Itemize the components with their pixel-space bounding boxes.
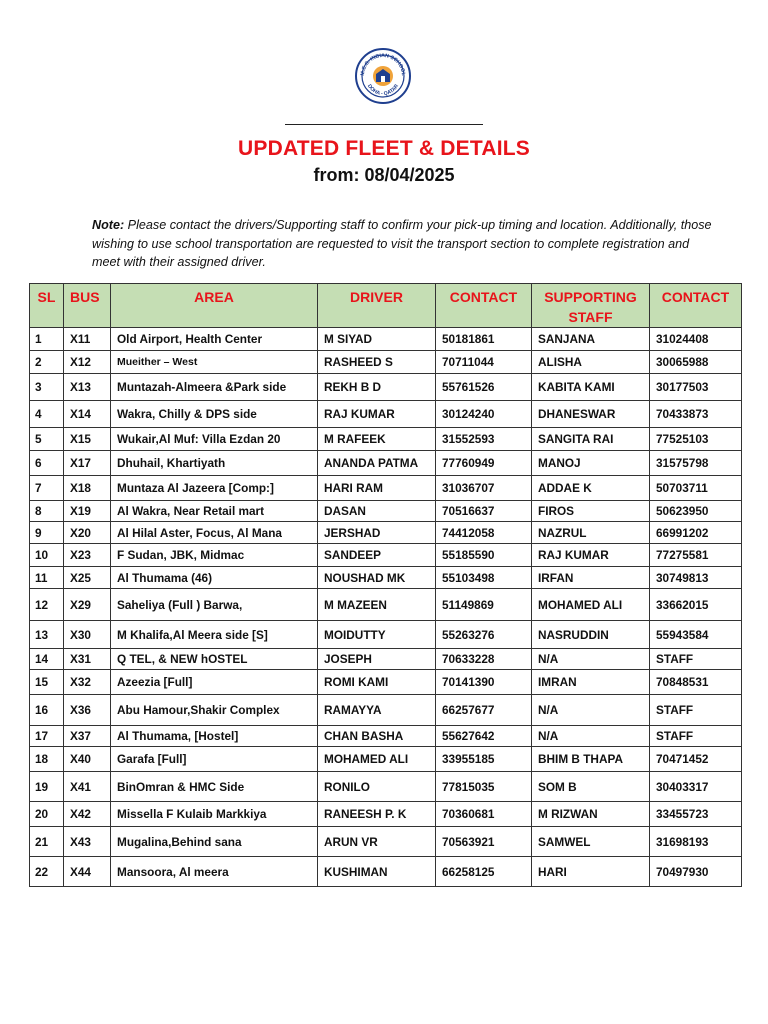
cell-sl: 21 (30, 827, 64, 857)
header-sl: SL (30, 284, 64, 328)
cell-driver: ANANDA PATMA (318, 451, 436, 476)
cell-sl: 12 (30, 589, 64, 621)
cell-area: Dhuhail, Khartiyath (111, 451, 318, 476)
cell-area: F Sudan, JBK, Midmac (111, 544, 318, 567)
header-staff-contact: CONTACT (650, 284, 742, 328)
header-supporting-staff: SUPPORTING STAFF (532, 284, 650, 328)
cell-area: Azeezia [Full] (111, 670, 318, 695)
cell-driver-contact: 66258125 (436, 857, 532, 887)
cell-sl: 6 (30, 451, 64, 476)
table-row (30, 522, 742, 544)
cell-supporting-staff: ALISHA (532, 351, 650, 374)
cell-area: Al Wakra, Near Retail mart (111, 501, 318, 522)
cell-driver-contact: 55185590 (436, 544, 532, 567)
cell-staff-contact: 70497930 (650, 857, 742, 887)
cell-sl: 7 (30, 476, 64, 501)
header-bus: BUS (64, 284, 111, 328)
cell-supporting-staff: RAJ KUMAR (532, 544, 650, 567)
table-row (30, 374, 742, 401)
cell-staff-contact: 30065988 (650, 351, 742, 374)
cell-driver: RAJ KUMAR (318, 401, 436, 428)
cell-supporting-staff: IRFAN (532, 567, 650, 589)
cell-driver-contact: 33955185 (436, 747, 532, 772)
cell-bus: X41 (64, 772, 111, 802)
cell-bus: X19 (64, 501, 111, 522)
cell-area: Abu Hamour,Shakir Complex (111, 695, 318, 726)
cell-sl: 13 (30, 621, 64, 649)
cell-supporting-staff: BHIM B THAPA (532, 747, 650, 772)
cell-driver-contact: 74412058 (436, 522, 532, 544)
note-paragraph (92, 216, 712, 272)
table-row (30, 428, 742, 451)
cell-bus: X43 (64, 827, 111, 857)
cell-sl: 19 (30, 772, 64, 802)
cell-driver-contact: 70711044 (436, 351, 532, 374)
cell-staff-contact: STAFF (650, 649, 742, 670)
table-row (30, 401, 742, 428)
cell-supporting-staff: DHANESWAR (532, 401, 650, 428)
cell-driver: M SIYAD (318, 328, 436, 351)
cell-driver-contact: 50181861 (436, 328, 532, 351)
cell-driver: M RAFEEK (318, 428, 436, 451)
cell-sl: 2 (30, 351, 64, 374)
cell-driver: M MAZEEN (318, 589, 436, 621)
table-row (30, 857, 742, 887)
cell-driver-contact: 30124240 (436, 401, 532, 428)
cell-driver-contact: 77760949 (436, 451, 532, 476)
cell-driver: ARUN VR (318, 827, 436, 857)
cell-area: Al Thumama, [Hostel] (111, 726, 318, 747)
cell-area: Saheliya (Full ) Barwa, (111, 589, 318, 621)
cell-area: Q TEL, & NEW hOSTEL (111, 649, 318, 670)
table-row (30, 827, 742, 857)
table-row (30, 476, 742, 501)
cell-driver-contact: 55627642 (436, 726, 532, 747)
cell-area: Mugalina,Behind sana (111, 827, 318, 857)
cell-area: Muntaza Al Jazeera [Comp:] (111, 476, 318, 501)
cell-supporting-staff: N/A (532, 649, 650, 670)
svg-text:M.E.S. INDIAN SCHOOL: M.E.S. INDIAN SCHOOL (359, 52, 407, 77)
table-header-row (30, 284, 742, 328)
cell-bus: X30 (64, 621, 111, 649)
cell-driver: RANEESH P. K (318, 802, 436, 827)
cell-supporting-staff: FIROS (532, 501, 650, 522)
table-row (30, 726, 742, 747)
cell-sl: 4 (30, 401, 64, 428)
cell-driver-contact: 70360681 (436, 802, 532, 827)
cell-area: Garafa [Full] (111, 747, 318, 772)
cell-staff-contact: 70433873 (650, 401, 742, 428)
cell-driver: ROMI KAMI (318, 670, 436, 695)
table-row (30, 328, 742, 351)
table-row (30, 451, 742, 476)
table-row (30, 695, 742, 726)
table-row (30, 747, 742, 772)
cell-staff-contact: 55943584 (650, 621, 742, 649)
cell-area: Old Airport, Health Center (111, 328, 318, 351)
cell-sl: 9 (30, 522, 64, 544)
table-row (30, 589, 742, 621)
cell-supporting-staff: SANGITA RAI (532, 428, 650, 451)
cell-staff-contact: 33455723 (650, 802, 742, 827)
cell-staff-contact: 70471452 (650, 747, 742, 772)
cell-supporting-staff: SOM B (532, 772, 650, 802)
page-subtitle: from: 08/04/2025 (313, 165, 455, 185)
cell-staff-contact: 31575798 (650, 451, 742, 476)
cell-driver: RAMAYYA (318, 695, 436, 726)
cell-staff-contact: 66991202 (650, 522, 742, 544)
table-row (30, 649, 742, 670)
cell-sl: 14 (30, 649, 64, 670)
cell-sl: 11 (30, 567, 64, 589)
cell-staff-contact: 30749813 (650, 567, 742, 589)
cell-bus: X15 (64, 428, 111, 451)
cell-bus: X36 (64, 695, 111, 726)
cell-area: M Khalifa,Al Meera side [S] (111, 621, 318, 649)
cell-staff-contact: 31024408 (650, 328, 742, 351)
cell-driver-contact: 70633228 (436, 649, 532, 670)
cell-driver-contact: 55761526 (436, 374, 532, 401)
cell-driver-contact: 70516637 (436, 501, 532, 522)
cell-staff-contact: 33662015 (650, 589, 742, 621)
cell-driver: HARI RAM (318, 476, 436, 501)
header-area: AREA (111, 284, 318, 328)
cell-staff-contact: 50703711 (650, 476, 742, 501)
table-row (30, 567, 742, 589)
cell-driver-contact: 51149869 (436, 589, 532, 621)
cell-sl: 20 (30, 802, 64, 827)
cell-area: Mueither – West (111, 351, 318, 374)
cell-driver: RASHEED S (318, 351, 436, 374)
table-row (30, 621, 742, 649)
cell-bus: X12 (64, 351, 111, 374)
cell-bus: X44 (64, 857, 111, 887)
cell-driver: JOSEPH (318, 649, 436, 670)
cell-bus: X42 (64, 802, 111, 827)
cell-bus: X40 (64, 747, 111, 772)
cell-driver-contact: 70141390 (436, 670, 532, 695)
cell-supporting-staff: ADDAE K (532, 476, 650, 501)
cell-driver-contact: 70563921 (436, 827, 532, 857)
cell-driver-contact: 31552593 (436, 428, 532, 451)
cell-area: Wakra, Chilly & DPS side (111, 401, 318, 428)
cell-driver: RONILO (318, 772, 436, 802)
cell-bus: X25 (64, 567, 111, 589)
note-label: Note: (92, 218, 125, 232)
cell-area: Mansoora, Al meera (111, 857, 318, 887)
cell-staff-contact: 31698193 (650, 827, 742, 857)
cell-area: Missella F Kulaib Markkiya (111, 802, 318, 827)
cell-area: Al Thumama (46) (111, 567, 318, 589)
cell-supporting-staff: MANOJ (532, 451, 650, 476)
header-contact: CONTACT (436, 284, 532, 328)
cell-driver-contact: 77815035 (436, 772, 532, 802)
cell-bus: X11 (64, 328, 111, 351)
cell-sl: 16 (30, 695, 64, 726)
header-rule (285, 124, 483, 125)
cell-driver-contact: 55103498 (436, 567, 532, 589)
cell-driver: MOIDUTTY (318, 621, 436, 649)
cell-bus: X18 (64, 476, 111, 501)
cell-staff-contact: 30403317 (650, 772, 742, 802)
cell-sl: 10 (30, 544, 64, 567)
cell-sl: 15 (30, 670, 64, 695)
cell-bus: X14 (64, 401, 111, 428)
cell-supporting-staff: SAMWEL (532, 827, 650, 857)
cell-driver-contact: 55263276 (436, 621, 532, 649)
cell-driver: NOUSHAD MK (318, 567, 436, 589)
cell-supporting-staff: IMRAN (532, 670, 650, 695)
cell-bus: X20 (64, 522, 111, 544)
cell-sl: 17 (30, 726, 64, 747)
cell-driver: MOHAMED ALI (318, 747, 436, 772)
cell-bus: X31 (64, 649, 111, 670)
header-driver: DRIVER (318, 284, 436, 328)
cell-supporting-staff: N/A (532, 726, 650, 747)
cell-staff-contact: 77275581 (650, 544, 742, 567)
cell-driver: SANDEEP (318, 544, 436, 567)
cell-supporting-staff: MOHAMED ALI (532, 589, 650, 621)
cell-bus: X23 (64, 544, 111, 567)
table-row (30, 772, 742, 802)
school-logo (355, 48, 411, 104)
cell-supporting-staff: KABITA KAMI (532, 374, 650, 401)
table-row (30, 351, 742, 374)
cell-sl: 22 (30, 857, 64, 887)
table-row (30, 501, 742, 522)
cell-sl: 18 (30, 747, 64, 772)
cell-supporting-staff: NAZRUL (532, 522, 650, 544)
cell-driver: JERSHAD (318, 522, 436, 544)
cell-supporting-staff: SANJANA (532, 328, 650, 351)
cell-driver-contact: 31036707 (436, 476, 532, 501)
cell-staff-contact: 50623950 (650, 501, 742, 522)
cell-sl: 1 (30, 328, 64, 351)
cell-bus: X17 (64, 451, 111, 476)
cell-bus: X13 (64, 374, 111, 401)
cell-staff-contact: 70848531 (650, 670, 742, 695)
cell-driver: CHAN BASHA (318, 726, 436, 747)
cell-driver-contact: 66257677 (436, 695, 532, 726)
cell-area: Al Hilal Aster, Focus, Al Mana (111, 522, 318, 544)
cell-area: Wukair,Al Muf: Villa Ezdan 20 (111, 428, 318, 451)
cell-area: BinOmran & HMC Side (111, 772, 318, 802)
cell-bus: X32 (64, 670, 111, 695)
table-row (30, 802, 742, 827)
cell-staff-contact: STAFF (650, 695, 742, 726)
cell-driver: DASAN (318, 501, 436, 522)
cell-supporting-staff: NASRUDDIN (532, 621, 650, 649)
cell-supporting-staff: N/A (532, 695, 650, 726)
table-row (30, 670, 742, 695)
svg-text:DOHA - QATAR: DOHA - QATAR (365, 83, 401, 98)
cell-driver: REKH B D (318, 374, 436, 401)
cell-sl: 8 (30, 501, 64, 522)
page-title: UPDATED FLEET & DETAILS (238, 137, 530, 160)
cell-area: Muntazah-Almeera &Park side (111, 374, 318, 401)
cell-sl: 5 (30, 428, 64, 451)
cell-staff-contact: 30177503 (650, 374, 742, 401)
table-row (30, 544, 742, 567)
cell-driver: KUSHIMAN (318, 857, 436, 887)
cell-supporting-staff: HARI (532, 857, 650, 887)
cell-staff-contact: STAFF (650, 726, 742, 747)
cell-bus: X29 (64, 589, 111, 621)
cell-supporting-staff: M RIZWAN (532, 802, 650, 827)
cell-bus: X37 (64, 726, 111, 747)
note-text: Please contact the drivers/Supporting staff to confirm your pick-up timing and location. Additionally, those wishing to use school transportation are requested to visit the transport section to complete registration and meet with their assigned driver. (92, 218, 712, 269)
fleet-table (29, 283, 742, 887)
cell-sl: 3 (30, 374, 64, 401)
cell-staff-contact: 77525103 (650, 428, 742, 451)
